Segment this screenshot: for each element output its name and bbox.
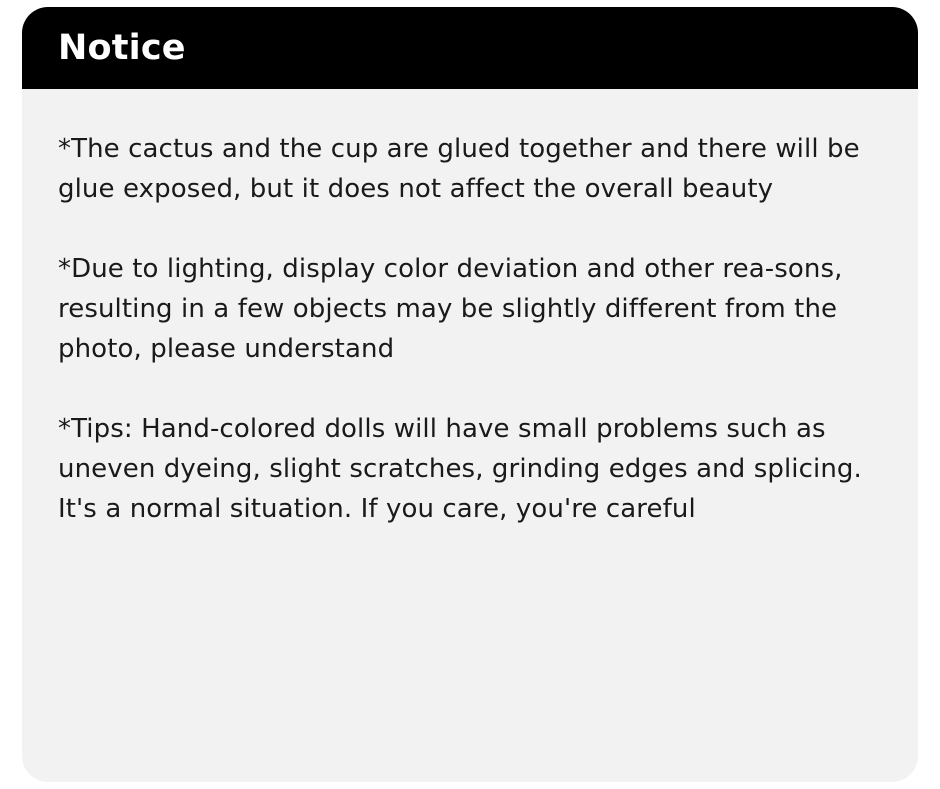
notice-header — [22, 7, 918, 89]
notice-card — [22, 7, 918, 782]
notice-body — [22, 89, 918, 529]
notice-paragraph-2: *Due to lighting, display color deviation and other rea-sons, resulting in a few objects may be slightly different from the photo, please understand — [58, 254, 843, 364]
notice-paragraph-3: *Tips: Hand-colored dolls will have small problems such as uneven dyeing, slight scratches, grinding edges and splicing. It's a normal situation. If you care, you're careful — [58, 414, 862, 524]
page-title: Notice — [58, 27, 186, 68]
notice-paragraph-1: *The cactus and the cup are glued together and there will be glue exposed, but it does not affect the overall beauty — [58, 134, 860, 204]
